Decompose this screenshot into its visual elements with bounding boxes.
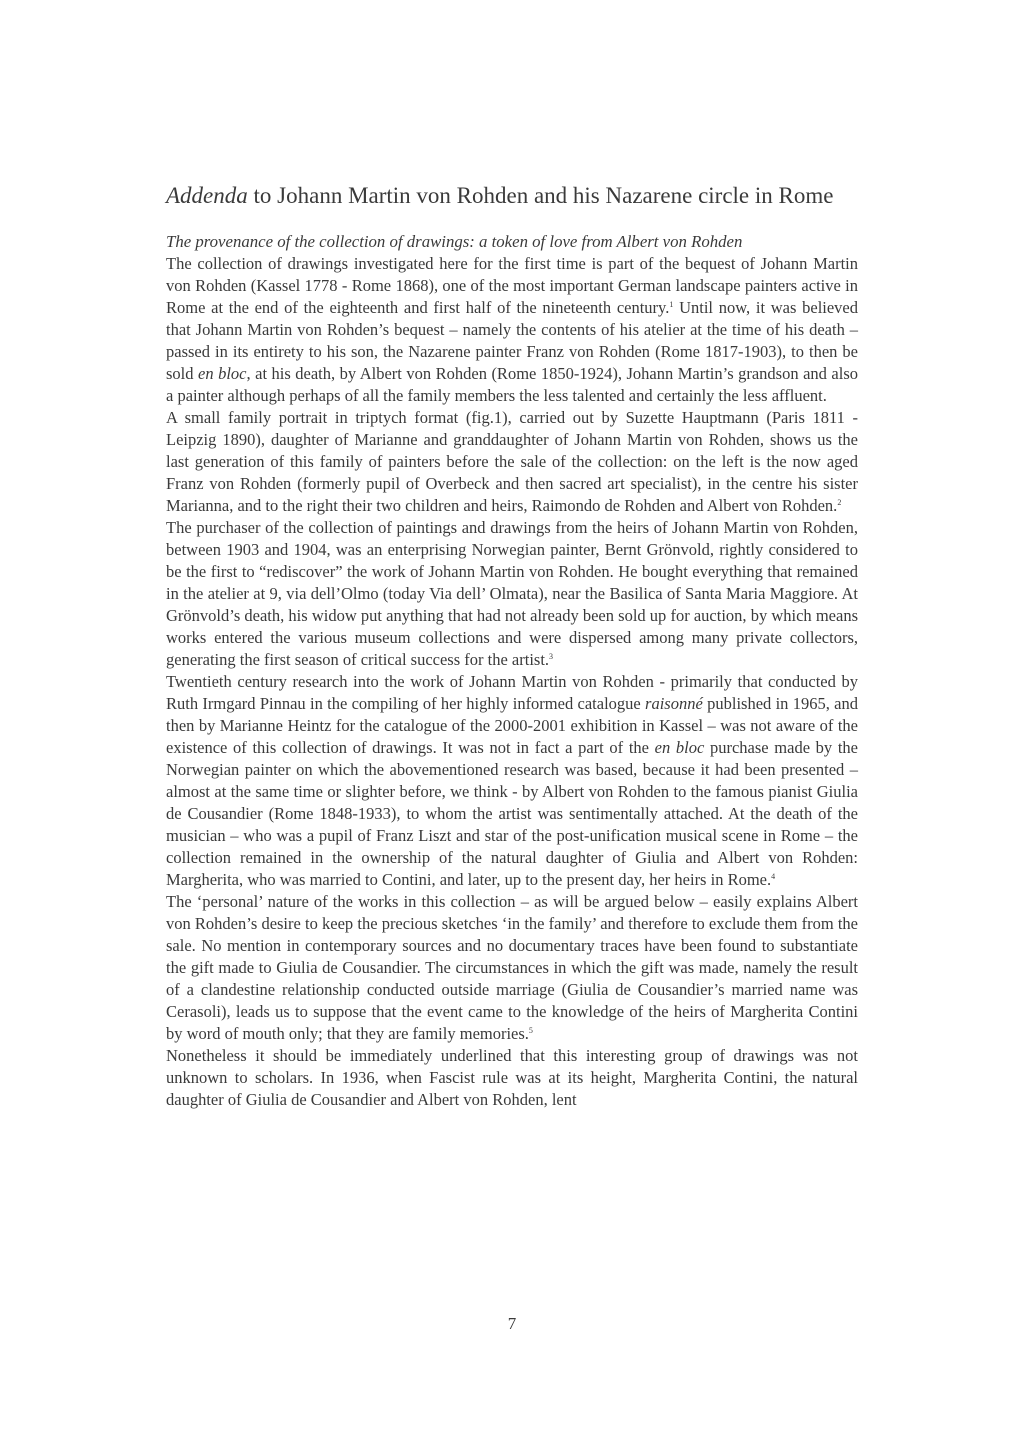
page-number: 7 (507, 1314, 517, 1333)
text-run: purchase made by the Norwegian painter on which the abovementioned research was based, because it had been presented – almost at the same time or slighter before, we think - by Albert von Rohden to the famous pianist Giulia de Cousandier (Rome 1848-1933), to whom the artist was sentimentally attached. At the death of the musician – who was a pupil of Franz Liszt and star of the post-unification musical scene in Rome – the collection remained in the ownership of the natural daughter of Giulia and Albert von Rohden: Margherita, who was married to Contini, and later, up to the present day, her heirs in Rome. (166, 738, 859, 889)
text-run: Until now, it was believed that Johann Martin von Rohden’s bequest – namely the contents of his atelier at the time of his death – passed in its entirety to his son, the Nazarene painter Franz von Rohden (Rome 1817-1903), to then be sold (166, 298, 859, 383)
footnote-ref-1[interactable]: 1 (669, 300, 674, 309)
paragraph-3 (166, 517, 858, 671)
page-title (166, 180, 866, 212)
paragraph-2 (166, 407, 858, 517)
footnote-ref-2[interactable]: 2 (837, 498, 842, 507)
footnote-ref-5[interactable]: 5 (528, 1026, 533, 1035)
text-run: published in 1965, and then by Marianne Heintz for the catalogue of the 2000-2001 exhibition in Kassel – was not aware of the existence of this collection of drawings. It was not in fact a part of the (166, 694, 858, 757)
text-run: A small family portrait in triptych format (fig.1), carried out by Suzette Hauptmann (Paris 1811 - Leipzig 1890), daughter of Marianne and granddaughter of Johann Martin von Rohden, shows us the last generation of this family of painters before the sale of the collection: on the left is the now aged Franz von Rohden (formerly pupil of Overbeck and then sacred art specialist), in the centre his sister Marianna, and to the right their two children and heirs, Raimondo de Rohden and Albert von Rohden. (166, 408, 858, 515)
italic-term: raisonné (645, 694, 703, 713)
text-run: , at his death, by Albert von Rohden (Rome 1850-1924), Johann Martin’s grandson and also a painter although perhaps of all the family members the less talented and certainly the less affluent. (166, 364, 858, 405)
article-body (166, 231, 858, 1111)
paragraph-1 (166, 253, 858, 407)
text-run: Nonetheless it should be immediately underlined that this interesting group of drawings was not unknown to scholars. In 1936, when Fascist rule was at its height, Margherita Contini, the natural daughter of Giulia de Cousandier and Albert von Rohden, lent (166, 1046, 858, 1109)
text-run: The ‘personal’ nature of the works in this collection – as will be argued below – easily explains Albert von Rohden’s desire to keep the precious sketches ‘in the family’ and therefore to exclude them from the sale. No mention in contemporary sources and no documentary traces have been found to substantiate the gift made to Giulia de Cousandier. The circumstances in which the gift was made, namely the result of a clandestine relationship conducted outside marriage (Giulia de Cousandier’s married name was Cerasoli), leads us to suppose that the event came to the knowledge of the heirs of Margherita Contini by word of mouth only; that they are family memories. (166, 892, 858, 1043)
text-run: The purchaser of the collection of paintings and drawings from the heirs of Johann Martin von Rohden, between 1903 and 1904, was an enterprising Norwegian painter, Bernt Grönvold, rightly considered to be the first to “rediscover” the work of Johann Martin von Rohden. He bought everything that remained in the atelier at 9, via dell’Olmo (today Via dell’ Olmata), near the Basilica of Santa Maria Maggiore. At Grönvold’s death, his widow put anything that had not already been sold up for auction, by which means works entered the various museum collections and were dispersed among many private collectors, generating the first season of critical success for the artist. (166, 518, 858, 669)
paragraph-4 (166, 671, 858, 891)
italic-term: en bloc (198, 364, 247, 383)
section-subheading: The provenance of the collection of drawings: a token of love from Albert von Rohden (166, 232, 743, 251)
text-run: The collection of drawings investigated here for the first time is part of the bequest of Johann Martin von Rohden (Kassel 1778 - Rome 1868), one of the most important German landscape painters active in Rome at the end of the eighteenth and first half of the nineteenth century. (166, 254, 858, 317)
paragraph-6 (166, 1045, 858, 1111)
footnote-ref-3[interactable]: 3 (549, 652, 554, 661)
title-rest: to Johann Martin von Rohden and his Nazarene circle in Rome (247, 183, 834, 208)
paragraph-5 (166, 891, 858, 1045)
footnote-ref-4[interactable]: 4 (771, 872, 776, 881)
text-run: Twentieth century research into the work of Johann Martin von Rohden - primarily that conducted by Ruth Irmgard Pinnau in the compiling of her highly informed catalogue (166, 672, 858, 713)
title-italic: Addenda (166, 183, 248, 208)
italic-term: en bloc (654, 738, 705, 757)
